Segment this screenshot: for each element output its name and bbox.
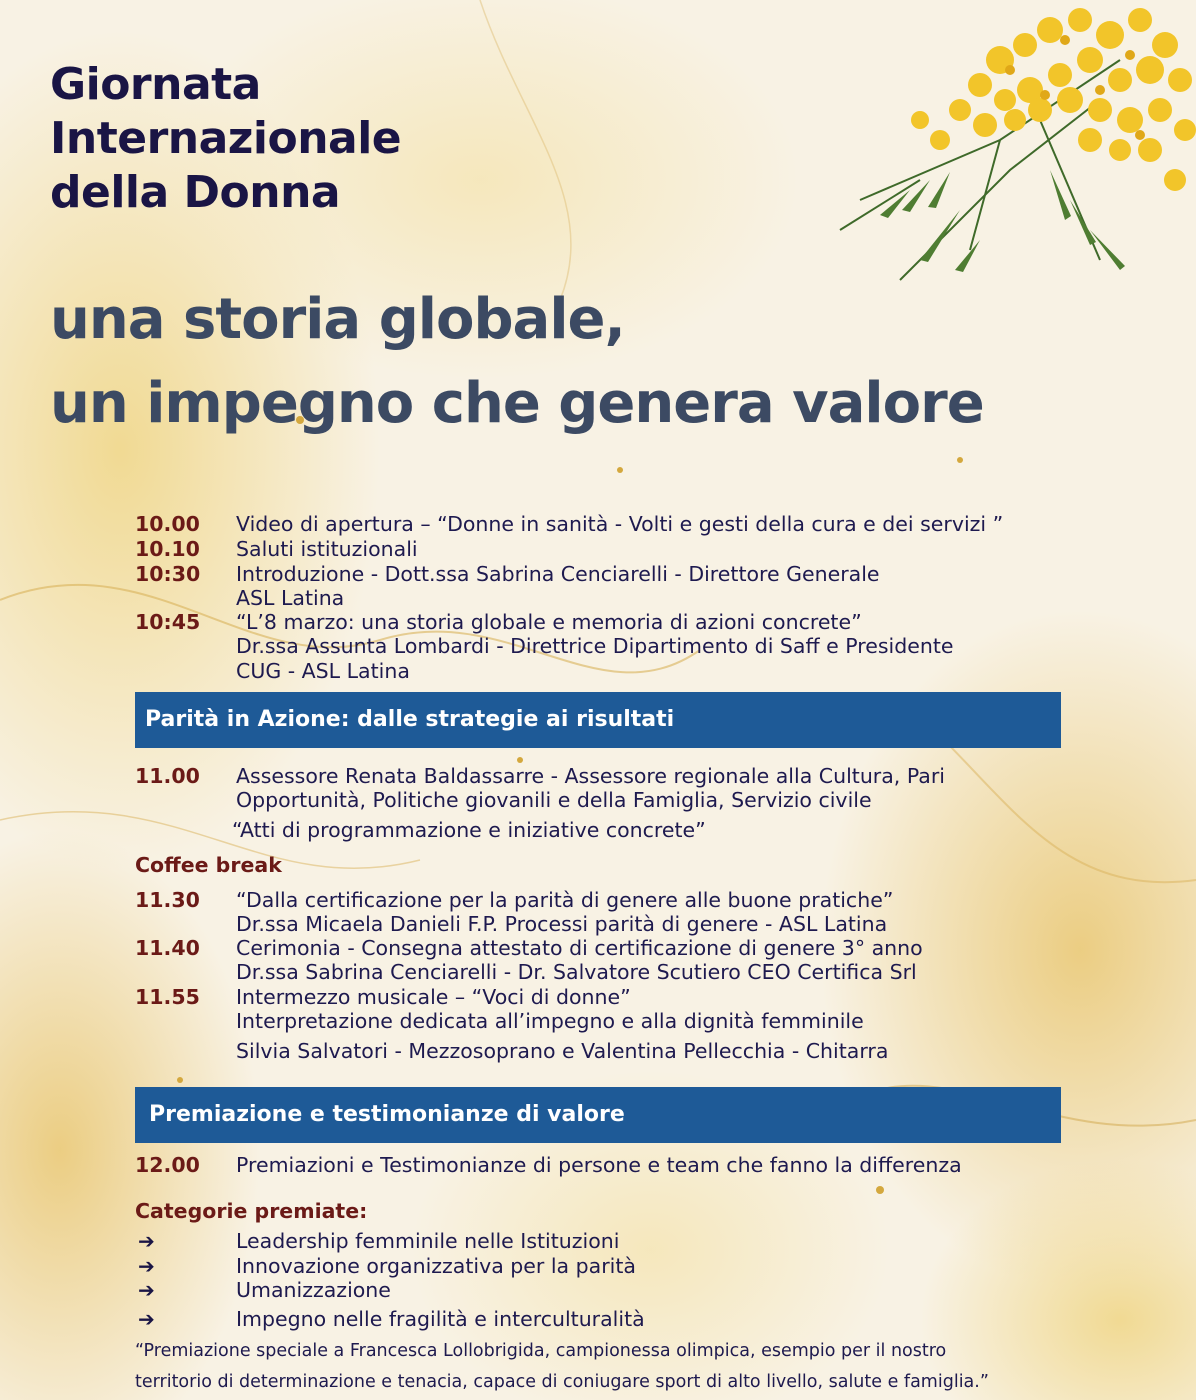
agenda-text: Premiazioni e Testimonianze di persone e team che fanno la differenza xyxy=(236,1153,962,1177)
agenda-text: Dr.ssa Assunta Lombardi - Direttrice Dipartimento di Saff e Presidente xyxy=(236,634,954,658)
special-award-note: territorio di determinazione e tenacia, capace di coniugare sport di alto livello, salute e famiglia.” xyxy=(135,1372,989,1392)
agenda-text: “L’8 marzo: una storia globale e memoria di azioni concrete” xyxy=(236,610,862,634)
agenda-text: Video di apertura – “Donne in sanità - Volti e gesti della cura e dei servizi ” xyxy=(236,512,1004,536)
agenda-text: Introduzione - Dott.ssa Sabrina Cenciarelli - Direttore Generale xyxy=(236,562,880,586)
arrow-right-icon: ➔ xyxy=(138,1254,155,1278)
agenda-text: Saluti istituzionali xyxy=(236,537,418,561)
category-item: Umanizzazione xyxy=(236,1278,391,1302)
title-line: Internazionale xyxy=(50,113,402,164)
title-line: Giornata xyxy=(50,59,261,110)
agenda-time: 10.00 xyxy=(135,512,200,536)
subtitle-line: un impegno che genera valore xyxy=(50,371,984,436)
title-line: della Donna xyxy=(50,167,341,218)
agenda-time: 11.40 xyxy=(135,936,200,960)
agenda-text: Cerimonia - Consegna attestato di certificazione di genere 3° anno xyxy=(236,936,923,960)
coffee-break-label: Coffee break xyxy=(135,853,282,877)
agenda-time: 10:30 xyxy=(135,562,201,586)
agenda-time: 11.00 xyxy=(135,764,200,788)
agenda-text: Assessore Renata Baldassarre - Assessore regionale alla Cultura, Pari xyxy=(236,764,945,788)
agenda-time: 10.10 xyxy=(135,537,200,561)
category-item: Innovazione organizzativa per la parità xyxy=(236,1254,636,1278)
category-item: Impegno nelle fragilità e interculturalità xyxy=(236,1307,645,1331)
arrow-right-icon: ➔ xyxy=(138,1307,155,1331)
agenda-text: “Atti di programmazione e iniziative concrete” xyxy=(232,818,706,842)
agenda-time: 10:45 xyxy=(135,610,201,634)
agenda-text: Opportunità, Politiche giovanili e della Famiglia, Servizio civile xyxy=(236,788,872,812)
special-award-note: “Premiazione speciale a Francesca Lollobrigida, campionessa olimpica, esempio per il nostro xyxy=(135,1341,947,1361)
agenda-text: “Dalla certificazione per la parità di genere alle buone pratiche” xyxy=(236,888,894,912)
category-item: Leadership femminile nelle Istituzioni xyxy=(236,1229,620,1253)
agenda-text: CUG - ASL Latina xyxy=(236,659,410,683)
arrow-right-icon: ➔ xyxy=(138,1229,155,1253)
agenda-text: Intermezzo musicale – “Voci di donne” xyxy=(236,985,631,1009)
subtitle-line: una storia globale, xyxy=(50,287,625,352)
section-header-parita: Parità in Azione: dalle strategie ai risultati xyxy=(135,692,1061,748)
agenda-time: 12.00 xyxy=(135,1153,200,1177)
categories-label: Categorie premiate: xyxy=(135,1199,368,1223)
agenda-text: ASL Latina xyxy=(236,586,345,610)
agenda-text: Interpretazione dedicata all’impegno e alla dignità femminile xyxy=(236,1009,864,1033)
agenda-time: 11.55 xyxy=(135,985,200,1009)
agenda-text: Dr.ssa Micaela Danieli F.P. Processi parità di genere - ASL Latina xyxy=(236,912,888,936)
agenda-text: Silvia Salvatori - Mezzosoprano e Valentina Pellecchia - Chitarra xyxy=(236,1039,889,1063)
arrow-right-icon: ➔ xyxy=(138,1278,155,1302)
agenda-text: Dr.ssa Sabrina Cenciarelli - Dr. Salvatore Scutiero CEO Certifica Srl xyxy=(236,960,917,984)
agenda-time: 11.30 xyxy=(135,888,200,912)
section-header-premiazione: Premiazione e testimonianze di valore xyxy=(135,1087,1061,1143)
